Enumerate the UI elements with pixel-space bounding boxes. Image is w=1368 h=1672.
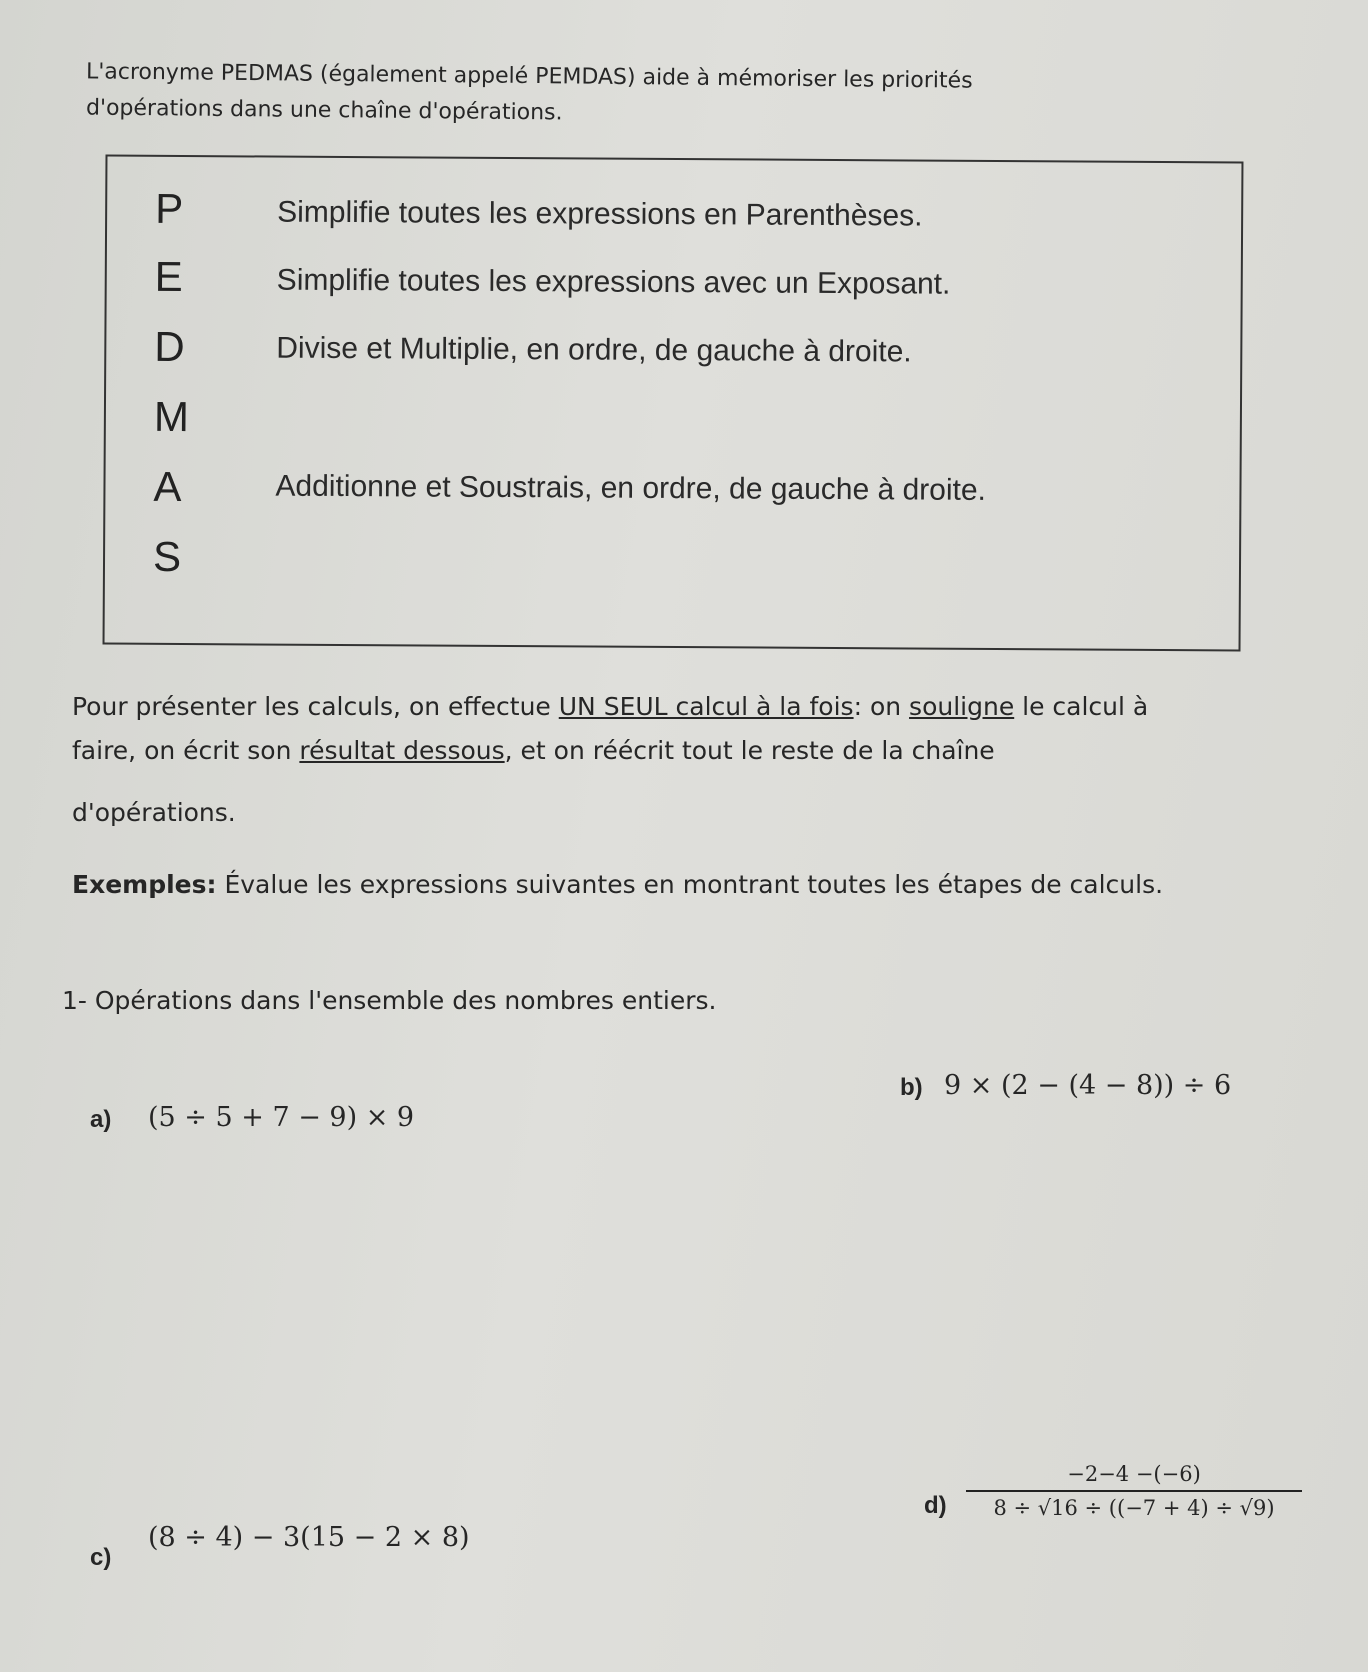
intro-line-2: d'opérations dans une chaîne d'opérations. xyxy=(85,95,563,126)
examples-instruction: Exemples: Évalue les expressions suivantes en montrant toutes les étapes de calculs. xyxy=(72,870,1164,899)
problem-a-expr: (5 ÷ 5 + 7 − 9) × 9 xyxy=(148,1102,415,1133)
letter-d: D xyxy=(154,322,185,371)
method-para-line-1: Pour présenter les calculs, on effectue UN SEUL calcul à la fois: on souligne le calcul à xyxy=(72,692,1149,721)
problem-d-fraction xyxy=(966,1462,1302,1520)
letter-e: E xyxy=(154,252,183,301)
letter-p: P xyxy=(155,184,184,233)
letter-a: A xyxy=(153,462,182,510)
letter-s: S xyxy=(152,532,182,580)
problem-c-label: c) xyxy=(90,1544,112,1571)
problem-c-expr: (8 ÷ 4) − 3(15 − 2 × 8) xyxy=(148,1522,470,1553)
problem-a-label: a) xyxy=(90,1106,112,1133)
problem-d-denominator: 8 ÷ √16 ÷ ((−7 + 4) ÷ √9) xyxy=(993,1496,1275,1520)
problem-d-label: d) xyxy=(924,1492,947,1519)
problem-b-expr: 9 × (2 − (4 − 8)) ÷ 6 xyxy=(944,1070,1232,1101)
method-para-line-3: d'opérations. xyxy=(72,798,236,827)
pedmas-box xyxy=(103,155,1244,652)
method-para-line-2: faire, on écrit son résultat dessous, et on réécrit tout le reste de la chaîne xyxy=(72,736,995,765)
desc-d: Divise et Multiplie, en ordre, de gauche à droite. xyxy=(276,331,912,369)
intro-line-1: L'acronyme PEDMAS (également appelé PEMDAS) aide à mémoriser les priorités xyxy=(85,59,973,94)
desc-e: Simplifie toutes les expressions avec un Exposant. xyxy=(276,263,951,301)
problem-b-label: b) xyxy=(900,1074,923,1101)
problem-d-numerator: −2−4 −(−6) xyxy=(966,1462,1302,1492)
desc-a: Additionne et Soustrais, en ordre, de gauche à droite. xyxy=(275,469,987,507)
section-heading: 1- Opérations dans l'ensemble des nombres entiers. xyxy=(62,986,717,1015)
letter-m: M xyxy=(153,392,190,441)
desc-p: Simplifie toutes les expressions en Parenthèses. xyxy=(277,195,923,233)
